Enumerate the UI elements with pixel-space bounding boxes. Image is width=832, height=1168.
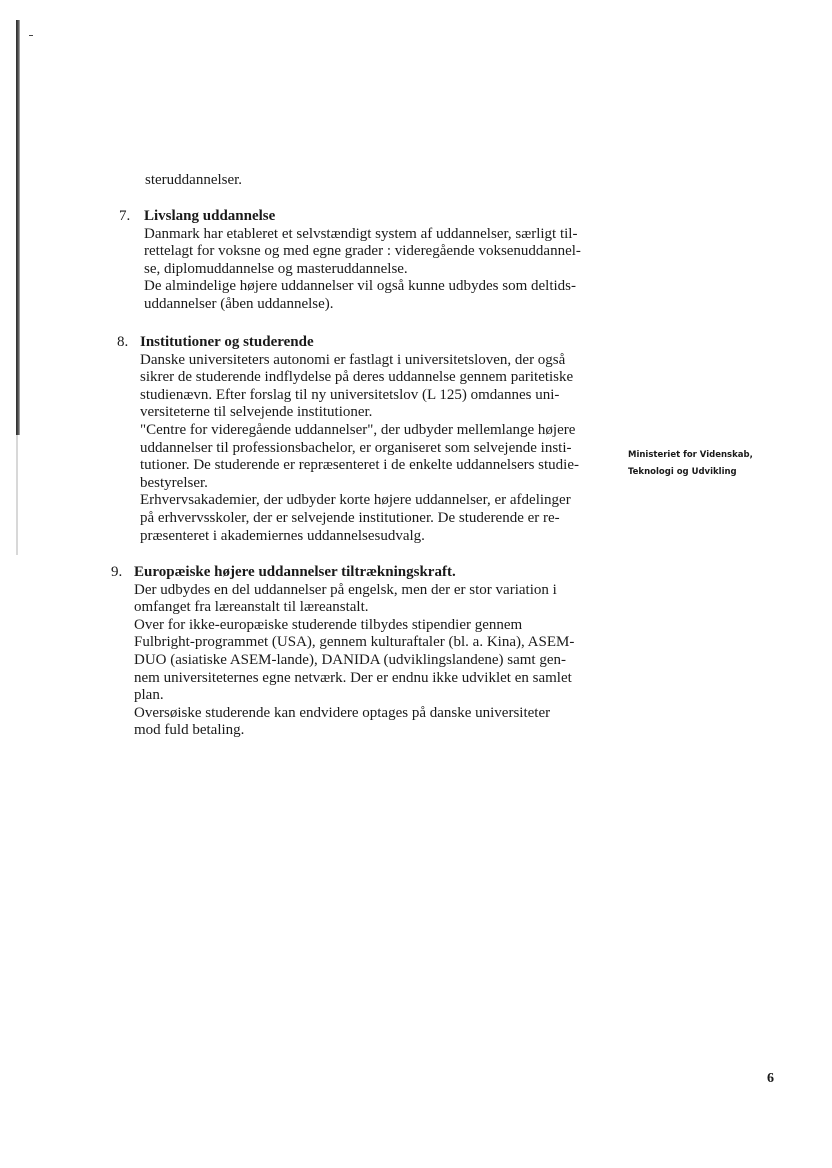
ministry-sidebar xyxy=(628,447,753,481)
text-line: Der udbydes en del uddannelser på engelsk, men der er stor variation i xyxy=(134,581,557,598)
text-line: Fulbright-programmet (USA), gennem kulturaftaler (bl. a. Kina), ASEM- xyxy=(134,634,575,651)
page-number: 6 xyxy=(767,1071,774,1086)
text-line: sikrer de studerende indflydelse på deres uddannelse gennem paritetiske xyxy=(140,369,574,386)
text-line: Erhvervsakademier, der udbyder korte højere uddannelser, er afdelinger xyxy=(140,492,571,509)
text-line: se, diplomuddannelse og masteruddannelse. xyxy=(144,260,408,277)
section-heading: Livslang uddannelse xyxy=(144,208,276,224)
text-line: plan. xyxy=(134,687,164,704)
section-number: 9. xyxy=(111,564,123,580)
text-line: DUO (asiatiske ASEM-lande), DANIDA (udviklingslandene) samt gen- xyxy=(134,651,566,668)
text-line: De almindelige højere uddannelser vil også kunne udbydes som deltids- xyxy=(144,278,576,295)
text-line: Danmark har etableret et selvstændigt system af uddannelser, særligt til- xyxy=(144,225,578,242)
intro-text xyxy=(145,172,242,190)
section-heading: Europæiske højere uddannelser tiltrækningskraft. xyxy=(134,564,456,580)
text-line: steruddannelser. xyxy=(145,172,243,188)
text-line: omfanget fra læreanstalt til læreanstalt. xyxy=(134,599,369,616)
section-europaeiske-hoejere-uddannelser xyxy=(134,564,574,740)
ministry-line: Teknologi og Udvikling xyxy=(628,467,737,477)
text-line: mod fuld betaling. xyxy=(134,722,245,739)
text-line: nem universiteternes egne netværk. Der er endnu ikke udviklet en samlet xyxy=(134,669,572,686)
section-number: 8. xyxy=(117,334,129,350)
scan-dash-mark xyxy=(29,35,33,36)
section-heading: Institutioner og studerende xyxy=(140,334,314,350)
ministry-line: Ministeriet for Videnskab, xyxy=(628,450,753,460)
text-line: Danske universiteters autonomi er fastlagt i universitetsloven, der også xyxy=(140,351,566,368)
text-line: Oversøiske studerende kan endvidere optages på danske universiteter xyxy=(134,704,551,721)
section-livslang-uddannelse xyxy=(144,208,581,314)
text-line: uddannelser til professionsbachelor, er organiseret som selvejende insti- xyxy=(140,439,572,456)
section-number: 7. xyxy=(119,208,131,224)
scan-edge-mark-faint xyxy=(16,435,18,555)
text-line: Over for ikke-europæiske studerende tilbydes stipendier gennem xyxy=(134,616,523,633)
text-line: præsenteret i akademiernes uddannelsesudvalg. xyxy=(140,527,425,544)
text-line: uddannelser (åben uddannelse). xyxy=(144,295,334,312)
text-line: "Centre for videregående uddannelser", der udbyder mellemlange højere xyxy=(140,421,576,438)
text-line: tutioner. De studerende er repræsenteret i de enkelte uddannelsers studie- xyxy=(140,457,580,474)
scan-edge-mark xyxy=(16,20,20,435)
section-institutioner-og-studerende xyxy=(140,334,579,545)
text-line: bestyrelser. xyxy=(140,474,208,491)
text-line: på erhvervsskoler, der er selvejende institutioner. De studerende er re- xyxy=(140,509,560,526)
text-line: rettelagt for voksne og med egne grader : videregående voksenuddannel- xyxy=(144,243,581,260)
text-line: versiteterne til selvejende institutioner. xyxy=(140,404,373,421)
text-line: studienævn. Efter forslag til ny universitetslov (L 125) omdannes uni- xyxy=(140,386,560,403)
